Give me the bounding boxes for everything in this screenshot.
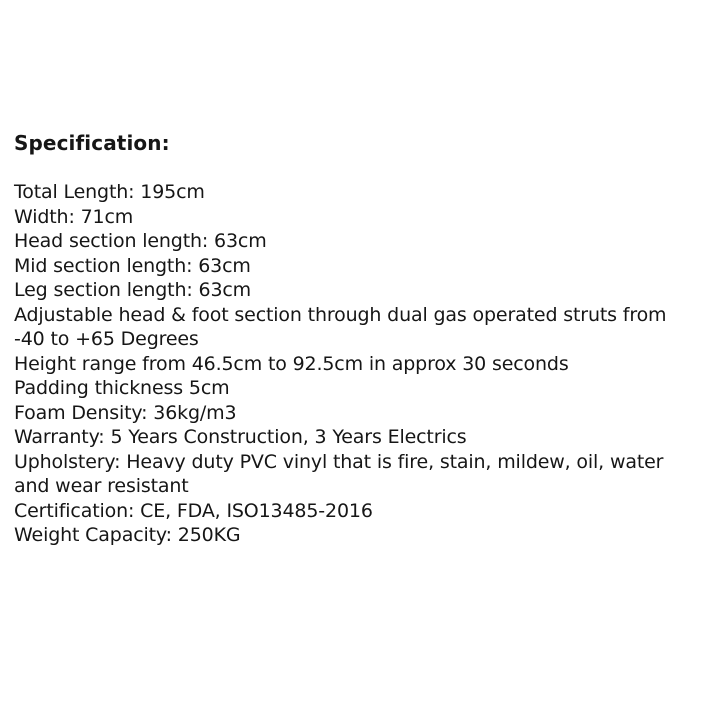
- spec-line-foam-density: Foam Density: 36kg/m3: [14, 401, 237, 424]
- spec-line-warranty: Warranty: 5 Years Construction, 3 Years Electrics: [14, 426, 467, 448]
- spec-line-height-range: Height range from 46.5cm to 92.5cm in approx 30 seconds: [14, 352, 569, 375]
- specification-heading: Specification:: [14, 131, 170, 155]
- spec-line-total-length: Total Length: 195cm: [14, 181, 205, 203]
- spec-line-adjustable-section-1: Adjustable head & foot section through dual gas operated struts from: [14, 303, 667, 326]
- spec-line-certification: Certification: CE, FDA, ISO13485-2016: [14, 499, 373, 522]
- spec-line-upholstery-1: Upholstery: Heavy duty PVC vinyl that is fire, stain, mildew, oil, water: [14, 450, 664, 473]
- spec-line-upholstery-2: and wear resistant: [14, 475, 189, 497]
- spec-line-head-section-length: Head section length: 63cm: [14, 230, 267, 252]
- spec-line-padding-thickness: Padding thickness 5cm: [14, 377, 230, 399]
- spec-line-weight-capacity: Weight Capacity: 250KG: [14, 524, 241, 546]
- spec-line-leg-section-length: Leg section length: 63cm: [14, 279, 252, 301]
- spec-line-adjustable-section-2: -40 to +65 Degrees: [14, 328, 199, 350]
- spec-line-width: Width: 71cm: [14, 205, 134, 228]
- spec-line-mid-section-length: Mid section length: 63cm: [14, 254, 251, 277]
